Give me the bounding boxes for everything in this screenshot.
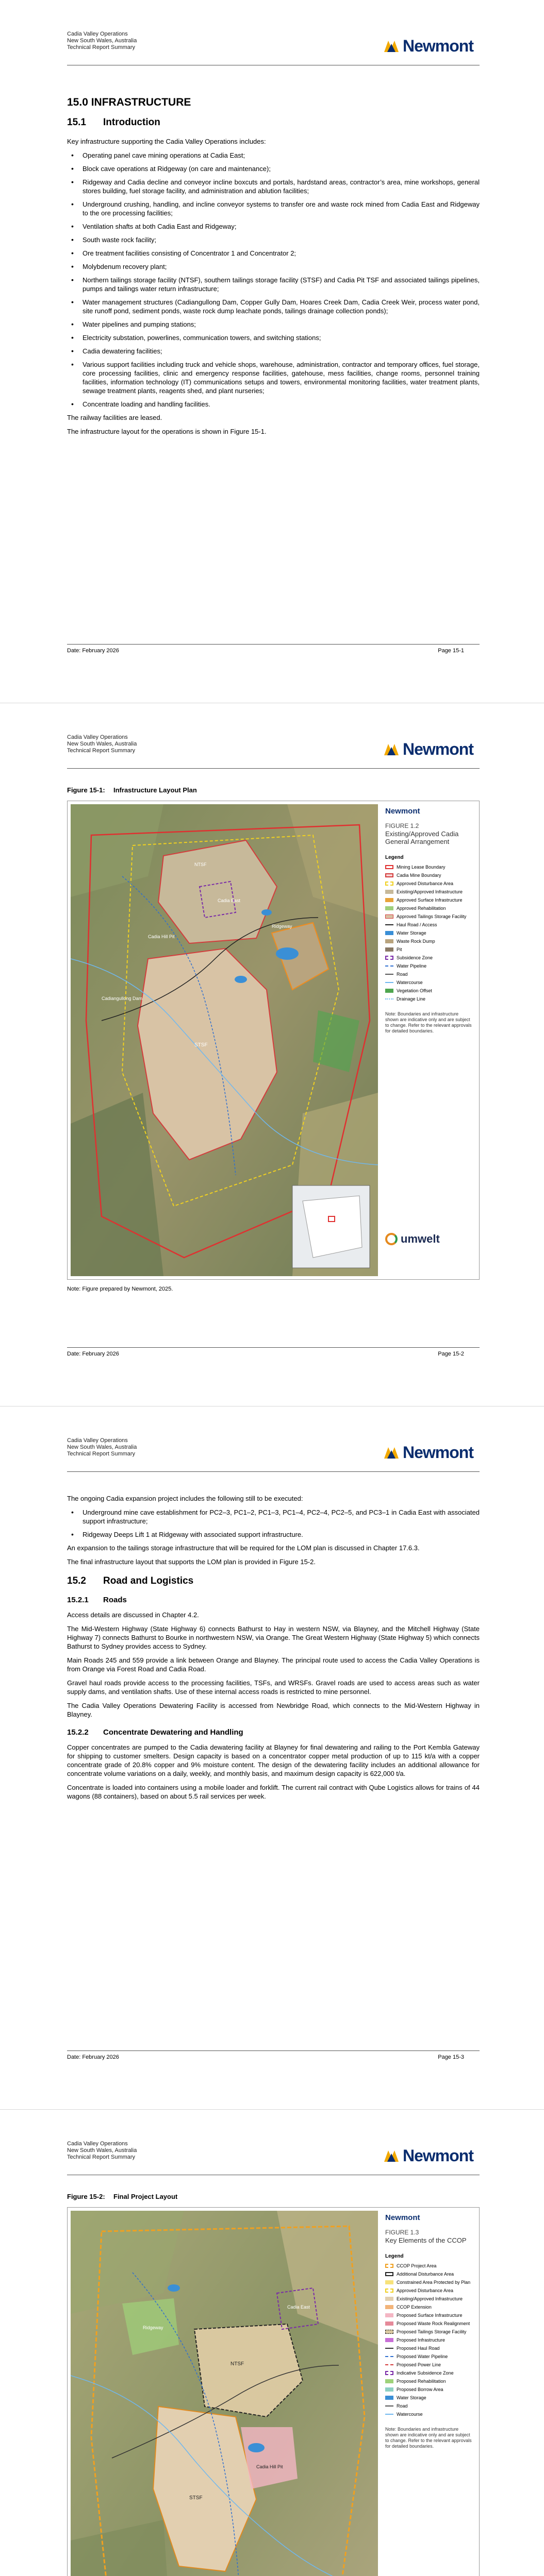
subsection-title: Introduction — [103, 117, 160, 128]
header-line-3: Technical Report Summary — [67, 44, 136, 50]
roads-paragraph: Main Roads 245 and 559 provide a link between Orange and Blayney. The principal route used to access the Cadia Valley Operations is from Orange via Forest Road and Cadia Road. — [67, 1656, 480, 1673]
legend-item: Pit — [385, 946, 476, 953]
list-item: • Underground mine cave establishment for PC2–3, PC1–2, PC1–3, PC1–4, PC2–4, PC2–5, and PC3–1 in Cadia East with associated support infrastructure; — [67, 1508, 480, 1526]
page-footer — [67, 1347, 480, 1368]
list-item: • Molybdenum recovery plant; — [67, 262, 480, 271]
subsection-heading — [67, 118, 480, 127]
umwelt-mark-icon — [385, 1233, 398, 1245]
map-label: Cadiangullong Dam — [102, 996, 143, 1001]
sub-subsection-heading — [67, 1728, 480, 1737]
subsection-heading — [67, 1577, 480, 1585]
figure-caption — [67, 2192, 480, 2201]
roads-paragraph: Access details are discussed in Chapter 4.2. — [67, 1611, 199, 1619]
figure-note: Note: Figure prepared by Newmont, 2025. — [67, 1286, 173, 1292]
list-item: • Cadia dewatering facilities; — [67, 347, 480, 355]
legend-figure-number: FIGURE 1.3 — [385, 2229, 419, 2236]
sub-subsection-number: 15.2.1 — [67, 1596, 89, 1604]
map-label: NTSF — [230, 2361, 244, 2367]
infrastructure-list — [67, 151, 480, 409]
concentrate-paragraph: Concentrate is loaded into containers using a mobile loader and forklift. The current rail contract with Qube Logistics allows for trains of 44 wagons (88 containers), based on about 5.5 rail services per week. — [67, 1784, 480, 1800]
list-item: • Water pipelines and pumping stations; — [67, 320, 480, 329]
legend-logo: Newmont — [385, 807, 420, 816]
expansion-list — [67, 1508, 480, 1539]
header-line-3: Technical Report Summary — [67, 1451, 136, 1457]
header-line-2: New South Wales, Australia — [67, 1444, 137, 1450]
figure-number: Figure 15-2: — [67, 2193, 105, 2200]
legend-heading: Legend — [385, 855, 404, 860]
water-storage — [235, 976, 247, 983]
map-label: Ridgeway — [272, 924, 292, 929]
map-label: Cadia East — [287, 2304, 310, 2310]
roads-paragraph: Gravel haul roads provide access to the processing facilities, TSFs, and WRSFs. Gravel roads are used to access areas such as water supply dams, and ventilation shafts. Use of these internal access roads is restricted to mine personnel. — [67, 1679, 480, 1696]
header-line-3: Technical Report Summary — [67, 2154, 136, 2160]
map-legend-panel — [382, 2211, 476, 2576]
legend-item: Existing/Approved Infrastructure — [385, 889, 476, 895]
footer-page-number: Page 15-2 — [438, 1351, 464, 1357]
figure-caption — [67, 786, 480, 794]
water-storage — [248, 2443, 265, 2452]
legend-item: CCOP Project Area — [385, 2263, 476, 2269]
newmont-logo — [383, 740, 473, 758]
footer-rule — [67, 644, 480, 645]
legend-item: Proposed Infrastructure — [385, 2337, 476, 2343]
legend-item: Additional Disturbance Area — [385, 2271, 476, 2277]
legend-item: Existing/Approved Infrastructure — [385, 2296, 476, 2302]
map-label: Ridgeway — [143, 2325, 163, 2330]
subsection-title: Road and Logistics — [103, 1575, 194, 1586]
map-label: Cadia Hill Pit — [256, 2464, 283, 2469]
legend-item: Watercourse — [385, 2411, 476, 2417]
legend-item: Subsidence Zone — [385, 955, 476, 961]
subsection-number: 15.1 — [67, 117, 86, 128]
header-line-1: Cadia Valley Operations — [67, 31, 128, 37]
intro-paragraph: Key infrastructure supporting the Cadia Valley Operations includes: — [67, 138, 266, 145]
legend-item: Approved Rehabilitation — [385, 905, 476, 911]
legend-item: Approved Disturbance Area — [385, 2287, 476, 2294]
report-page-2 — [0, 703, 544, 1406]
legend-item: Road — [385, 2403, 476, 2409]
footer-rule — [67, 2050, 480, 2051]
newmont-mark-icon — [383, 39, 401, 53]
list-item: • Underground crushing, handling, and incline conveyor systems to transfer ore and waste rock mined from Cadia East and Ridgeway to the ore processing facilities; — [67, 200, 480, 217]
legend-item: Water Storage — [385, 2395, 476, 2401]
legend-title: Key Elements of the CCOP — [385, 2236, 467, 2244]
header-line-2: New South Wales, Australia — [67, 38, 137, 44]
page-footer — [67, 644, 480, 665]
header-line-2: New South Wales, Australia — [67, 2147, 137, 2154]
newmont-logo — [383, 2147, 473, 2164]
page-1-content — [67, 77, 480, 441]
expansion-intro: The ongoing Cadia expansion project includes the following still to be executed: — [67, 1495, 303, 1502]
final-layout-paragraph: The final infrastructure layout that supports the LOM plan is provided in Figure 15-2. — [67, 1558, 316, 1566]
expansion-paragraph: An expansion to the tailings storage infrastructure that will be required for the LOM plan is discussed in Chapter 17.6.3. — [67, 1544, 420, 1552]
legend-item: Proposed Surface Infrastructure — [385, 2312, 476, 2318]
legend-item: Road — [385, 971, 476, 977]
header-rule — [67, 1471, 480, 1472]
list-item: • Concentrate loading and handling facilities. — [67, 400, 480, 409]
list-item: • Block cave operations at Ridgeway (on care and maintenance); — [67, 164, 480, 173]
inset-outline — [303, 1196, 362, 1258]
legend-item: Approved Tailings Storage Facility — [385, 913, 476, 920]
newmont-logo-text: Newmont — [403, 36, 473, 55]
header-line-1: Cadia Valley Operations — [67, 1437, 128, 1444]
list-item: • Various support facilities including truck and vehicle shops, warehouse, administration, contractor and temporary offices, fuel storage, core processing facilities, clinic and emergency response facilities, gatehouse, mess facilities, change rooms, personnel training facilities, information technology (IT) communications setups and towers, environmental monitoring facilities, water treatment plants, sewage treatment plants, reagents shed, and plant nurseries; — [67, 360, 480, 395]
footer-date: Date: February 2026 — [67, 2054, 119, 2060]
page-footer — [67, 2050, 480, 2071]
legend-note: Note: Boundaries and infrastructure shown are indicative only and are subject to change. Refer to the relevant approvals for detailed boundaries. — [385, 1011, 472, 1033]
list-item: • South waste rock facility; — [67, 235, 480, 244]
footer-rule — [67, 1347, 480, 1348]
page-3-content — [67, 1494, 480, 1806]
legend-note: Note: Boundaries and infrastructure shown are indicative only and are subject to change. Refer to the relevant approvals for detailed boundaries. — [385, 2427, 472, 2449]
legend-item: Proposed Rehabilitation — [385, 2378, 476, 2384]
map-label: STSF — [194, 1042, 208, 1048]
water-storage — [168, 2284, 180, 2292]
map-legend-panel — [382, 804, 476, 1276]
roads-paragraph: The Mid-Western Highway (State Highway 6) connects Bathurst to Hay in western NSW, via Blayney, and the Mitchell Highway (State Highway 7) connects Bathurst to Bourke in northwestern NSW, via Orange. The Great Western Highway (State Highway 5) which connects Bathurst to Sydney provides access to Sydney. — [67, 1625, 480, 1650]
list-item: • Northern tailings storage facility (NTSF), southern tailings storage facility (STSF) and Cadia Pit TSF and associated tailings pipelines, pumps and tailings water return infrastructure; — [67, 276, 480, 293]
legend-item: Approved Surface Infrastructure — [385, 897, 476, 903]
page-header — [67, 734, 480, 770]
legend-item: Drainage Line — [385, 996, 476, 1002]
footer-date: Date: February 2026 — [67, 1351, 119, 1357]
final-layout-map — [71, 2211, 378, 2576]
legend-item: Indicative Subsidence Zone — [385, 2370, 476, 2376]
layout-paragraph: The infrastructure layout for the operations is shown in Figure 15-1. — [67, 428, 267, 435]
sub-subsection-title: Concentrate Dewatering and Handling — [103, 1728, 243, 1737]
header-line-2: New South Wales, Australia — [67, 741, 137, 747]
newmont-logo — [383, 1444, 473, 1461]
legend-item: Cadia Mine Boundary — [385, 872, 476, 878]
map-label: STSF — [189, 2495, 203, 2501]
list-item: • Ridgeway Deeps Lift 1 at Ridgeway with associated support infrastructure. — [67, 1530, 480, 1539]
footer-page-number: Page 15-1 — [438, 648, 464, 654]
list-item: • Operating panel cave mining operations at Cadia East; — [67, 151, 480, 160]
page-header — [67, 31, 480, 67]
newmont-mark-icon — [383, 2148, 401, 2163]
legend-item: Approved Disturbance Area — [385, 880, 476, 887]
legend-item: Proposed Borrow Area — [385, 2386, 476, 2393]
figure-title: Final Project Layout — [113, 2193, 178, 2200]
list-item: • Water management structures (Cadiangullong Dam, Copper Gully Dam, Hoares Creek Dam, Cadia Creek Weir, process water pond, site runoff pond, sediment ponds, waste rock dump leachate ponds, tailings drainage collection ponds); — [67, 298, 480, 315]
legend-item: Haul Road / Access — [385, 922, 476, 928]
list-item: • Electricity substation, powerlines, communication towers, and switching stations; — [67, 333, 480, 342]
legend-item: Waste Rock Dump — [385, 938, 476, 944]
footer-date: Date: February 2026 — [67, 648, 119, 654]
page-2-content — [67, 786, 480, 1294]
legend-heading: Legend — [385, 2253, 404, 2259]
list-item: • Ridgeway and Cadia decline and conveyor incline boxcuts and portals, hardstand areas, contractor’s area, mine workshops, general stores building, fuel storage facility, and administration and ablution facilities; — [67, 178, 480, 195]
header-text — [67, 2141, 137, 2161]
legend-item: Watercourse — [385, 979, 476, 986]
newmont-logo-text: Newmont — [403, 739, 473, 758]
map-label: Cadia East — [218, 898, 241, 903]
newmont-logo-text: Newmont — [403, 1443, 473, 1462]
legend-item: Proposed Water Pipeline — [385, 2353, 476, 2360]
section-title: 15.0 INFRASTRUCTURE — [67, 96, 191, 108]
map-label: Cadia Hill Pit — [148, 934, 175, 939]
report-page-1 — [0, 0, 544, 703]
legend-item: Proposed Haul Road — [385, 2345, 476, 2351]
list-item: • Ventilation shafts at both Cadia East and Ridgeway; — [67, 222, 480, 231]
final-project-layout-figure — [67, 2207, 480, 2576]
concentrate-paragraph: Copper concentrates are pumped to the Cadia dewatering facility at Blayney for final dewatering and railing to the Port Kembla Gateway for shipping to customer smelters. Design capacity is based on a concentrator copper metal production of up to 115 kt/a with a copper concentrate grade of 20.8% copper and 9% moisture content. The design of the dewatering facility includes an additional allowance for concentrate volume variations on a daily, weekly, and monthly basis, and maximum design capacity is 622,000 t/a. — [67, 1743, 480, 1777]
legend-item: Vegetation Offset — [385, 988, 476, 994]
header-text — [67, 1437, 137, 1458]
report-page-3 — [0, 1406, 544, 2110]
water-storage — [261, 909, 272, 916]
roads-paragraph: The Cadia Valley Operations Dewatering Facility is accessed from Newbridge Road, which connects to the Mid-Western Highway in Blayney. — [67, 1702, 480, 1718]
legend-item: CCOP Extension — [385, 2304, 476, 2310]
umwelt-logo — [385, 1233, 440, 1245]
page-header — [67, 1437, 480, 1473]
map-label: NTSF — [194, 862, 207, 867]
sub-subsection-title: Roads — [103, 1596, 127, 1604]
sub-subsection-heading — [67, 1596, 480, 1604]
header-text — [67, 31, 137, 51]
footer-page-number: Page 15-3 — [438, 2054, 464, 2060]
legend-item: Proposed Waste Rock Realignment — [385, 2320, 476, 2327]
page-4-content — [67, 2192, 480, 2576]
figure-title: Infrastructure Layout Plan — [113, 786, 197, 794]
legend-item: Water Storage — [385, 930, 476, 936]
newmont-logo — [383, 37, 473, 55]
newmont-mark-icon — [383, 1445, 401, 1460]
infrastructure-map — [71, 804, 378, 1276]
newmont-logo-text: Newmont — [403, 2146, 473, 2165]
legend-figure-number: FIGURE 1.2 — [385, 822, 419, 829]
legend-item: Proposed Tailings Storage Facility — [385, 2329, 476, 2335]
rail-paragraph: The railway facilities are leased. — [67, 414, 162, 421]
figure-number: Figure 15-1: — [67, 786, 105, 794]
page-header — [67, 2141, 480, 2177]
legend-item: Constrained Area Protected by Plan — [385, 2279, 476, 2285]
header-line-1: Cadia Valley Operations — [67, 2141, 128, 2147]
newmont-mark-icon — [383, 742, 401, 756]
header-line-1: Cadia Valley Operations — [67, 734, 128, 740]
umwelt-logo-text: umwelt — [401, 1232, 440, 1245]
water-storage — [276, 947, 299, 960]
legend-logo: Newmont — [385, 2213, 420, 2222]
subsection-number: 15.2 — [67, 1575, 86, 1586]
report-page-4 — [0, 2110, 544, 2576]
sub-subsection-number: 15.2.2 — [67, 1728, 89, 1737]
legend-item: Proposed Power Line — [385, 2362, 476, 2368]
legend-item: Water Pipeline — [385, 963, 476, 969]
header-text — [67, 734, 137, 754]
header-rule — [67, 768, 480, 769]
header-line-3: Technical Report Summary — [67, 748, 136, 754]
legend-title: Existing/Approved Cadia General Arrangement — [385, 830, 459, 845]
list-item: • Ore treatment facilities consisting of Concentrator 1 and Concentrator 2; — [67, 249, 480, 258]
infrastructure-layout-figure — [67, 801, 480, 1280]
legend-item: Mining Lease Boundary — [385, 864, 476, 870]
